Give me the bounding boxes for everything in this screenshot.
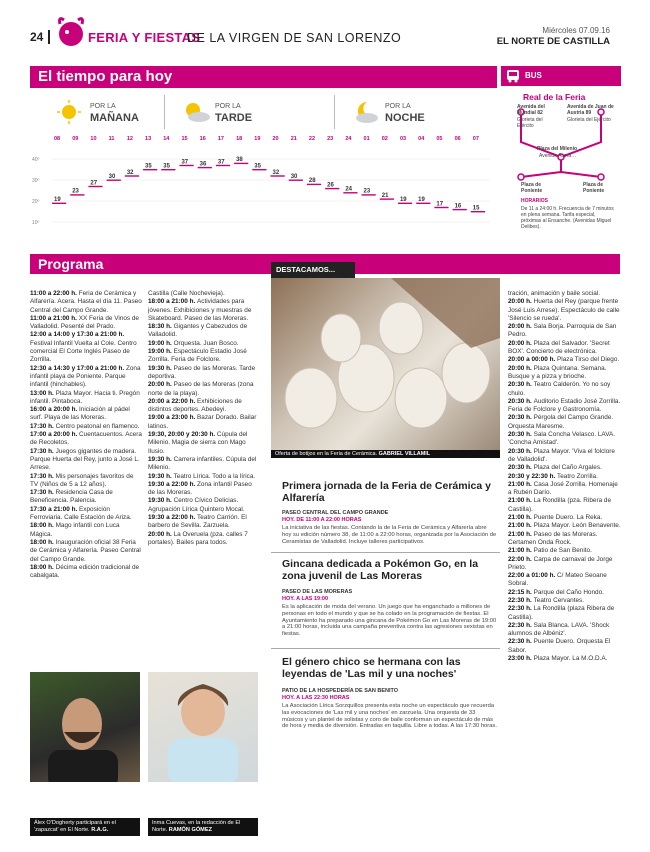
article-2-place: PASEO DE LAS MORERAS [282, 589, 353, 595]
bull-logo-icon [56, 14, 86, 50]
program-column-3 [508, 290, 622, 838]
temp-value: 35 [254, 163, 261, 170]
entry-time: 17:30 a 21:00 h. [30, 505, 80, 513]
photo-credit: R.A.G. [91, 826, 109, 833]
program-entry [148, 514, 260, 531]
temp-value: 32 [272, 169, 280, 176]
program-entry [148, 456, 260, 473]
program-column-2 [148, 290, 260, 664]
program-entry [508, 589, 622, 597]
entry-text: Plaza Mayor. León Benavente. [533, 522, 621, 530]
program-entry [148, 290, 260, 298]
program-entry [30, 539, 142, 564]
entry-time: 20:00 h. [508, 323, 534, 331]
entry-text: Cuentacuentos. Acera de Recoletos. [30, 431, 142, 447]
entry-time: 20:30 y 22:30 h. [508, 472, 558, 480]
highlights-tag: DESTACAMOS... [276, 265, 336, 274]
bus-schedule-heading: HORARIOS [521, 198, 548, 204]
program-entry [148, 431, 260, 456]
article-3-place: PATIO DE LA HOSPEDERÍA DE SAN BENITO [282, 688, 399, 694]
hour-label: 21 [290, 136, 297, 142]
bus-schedule-note: De 11 a 24:00 h. Frecuencia de 7 minutos en plena semana. Tarifa especial, próximas al Ensanche. (Avenidas Miguel Delibes). [521, 206, 614, 230]
entry-text: Juegos gigantes de madera. Parque Huerta del Rey, junto a José L. Arrese. [30, 447, 140, 472]
article-1-time: HOY. DE 11:00 A 22:00 HORAS [282, 517, 362, 523]
entry-text: Centro peatonal en flamenco. [55, 422, 140, 430]
article-2-body: Es la aplicación de moda del verano. Un juego que ha enganchado a millones de personas en todo el mundo y que se ha colado en la programación de fiestas. El Ayuntamiento ha preparado una gincana de Pokémon Go en Las Moreras de 19:00 a 21:00 horas, incluida una campaña preventiva contra las agresiones sexistas en fiestas. [282, 604, 497, 638]
entry-text: Orquesta. Juan Bosco. [173, 339, 239, 347]
program-entry [30, 431, 142, 448]
bus-stop-mid-sub: Avenida Acera… [539, 153, 577, 159]
ceramics-photo [271, 278, 500, 450]
temp-value: 35 [145, 163, 152, 170]
entry-time: 20:00 h. [508, 364, 534, 372]
entry-time: 22:00 a 01:00 h. [508, 572, 558, 580]
temp-value: 16 [454, 203, 462, 210]
program-entry [508, 522, 622, 530]
entry-text: Paseo de las Moreras. Tarde deportiva. [148, 364, 256, 380]
entry-text: Iniciación al pádel surf. Playa de las Moreras. [30, 406, 130, 422]
entry-time: 18:00 h. [30, 563, 56, 571]
entry-text: Plaza del Caño Argales. [533, 464, 602, 472]
entry-text: Huerta del Rey (parque frente José Luis Arrese). Espectáculo de calle 'Silencio se rueda'. [508, 298, 620, 322]
entry-time: 19:30 h. [148, 472, 174, 480]
entry-time: 20:00 h. [508, 298, 534, 306]
entry-time: 19:30 h. [148, 497, 174, 505]
program-entry [148, 473, 260, 481]
temperature-chart [30, 134, 497, 230]
entry-time: 19:30 a 22:00 h. [148, 514, 198, 522]
entry-text: Puente Duero. La Reka. [533, 514, 603, 522]
article-1-title: Primera jornada de la Feria de Cerámica y Alfarería [282, 480, 491, 504]
entry-text: Puente Duero. Orquesta El Sabor. [508, 638, 611, 654]
program-entry [148, 497, 260, 514]
program-entry [30, 489, 142, 506]
entry-time: 22:15 h. [508, 588, 534, 596]
program-entry [148, 414, 260, 431]
temp-value: 37 [217, 159, 225, 166]
period-label: MAÑANA [90, 112, 139, 124]
temp-value: 30 [290, 174, 298, 180]
program-entry [148, 398, 260, 415]
program-entry [30, 390, 142, 407]
entry-time: 21:00 h. [508, 530, 534, 538]
entry-time: 20:30 h. [508, 447, 534, 455]
temp-value: 28 [308, 178, 316, 185]
entry-time: 20:00 a 00:00 h. [508, 356, 558, 364]
bus-stop-1-sub: Glorieta del Ejército [517, 117, 543, 129]
entry-text: Carpa de carnaval de Jorge Prieto. [508, 555, 613, 571]
program-entry [508, 340, 622, 357]
temp-value: 19 [418, 197, 425, 204]
entry-text: Teatro Zorrilla. [557, 472, 598, 480]
divider [271, 552, 500, 553]
caption-text: Oferta de botijos en la Feria de Cerámica. [275, 451, 378, 457]
entry-time: 20:30 h. [508, 464, 534, 472]
entry-text: Teatro Lírica. Todo a la lírica. [173, 472, 256, 480]
hour-label: 16 [199, 136, 206, 142]
program-entry [508, 398, 622, 415]
hour-label: 05 [436, 136, 443, 142]
program-entry [508, 365, 622, 382]
program-entry [148, 323, 260, 340]
program-entry [508, 531, 622, 548]
article-1-body: La iniciativa de las fiestas. Contando la de la Feria de Cerámica y Alfarería abre hoy su edición número 38, de 11:00 a 22:00 horas, organizada por la Asociación de Ceramistas de Valladolid. Incluye talleres participativos. [282, 525, 497, 545]
hour-label: 15 [181, 136, 188, 142]
entry-time: 17:30 h. [30, 447, 56, 455]
temp-value: 32 [126, 169, 134, 176]
photo-caption-2 [148, 818, 258, 836]
hour-label: 14 [163, 136, 170, 142]
entry-text: Inauguración oficial 38 Feria de Cerámica y Alfarería. Paseo Central del Campo Grande. [30, 538, 141, 563]
caption-text: Inma Cuevas, en la redacción de El Norte. [152, 820, 241, 833]
entry-text: La Rondilla (plaza Ribera de Castilla). [508, 605, 615, 621]
entry-text: Sala Borja. Parroquia de San Pedro. [508, 323, 617, 339]
entry-text: Paseo de las Moreras. Certamen Onda Rock. [508, 530, 598, 546]
entry-time: 20:30 h. [508, 431, 534, 439]
program-entry [508, 556, 622, 573]
entry-time: 19:30 h. [148, 364, 174, 372]
entry-text: Pérgola del Campo Grande. Orquesta Maresme. [508, 414, 614, 430]
scale-label: 40º [32, 157, 40, 163]
hour-label: 01 [363, 136, 370, 142]
entry-time: 17:30 h. [30, 422, 56, 430]
entry-time: 16:00 a 20:00 h. [30, 406, 80, 414]
weather-title: El tiempo para hoy [38, 68, 173, 85]
entry-time: 21:00 h. [508, 497, 534, 505]
temp-value: 15 [472, 205, 480, 212]
entry-text: Teatro Calderón. Yo no soy chulo. [508, 381, 611, 397]
bus-stop-2: Avenida de Juan de Austria 89 [567, 104, 614, 116]
entry-text: tración, animación y baile social. [508, 290, 600, 297]
temp-value: 26 [327, 182, 334, 189]
caption-text: Álex O'Dogherty participará en el 'zapazcat' en El Norte. [34, 820, 116, 833]
photo-caption [271, 450, 500, 458]
program-entry [148, 365, 260, 382]
entry-text: Auditorio Estadio José Zorrilla. Feria de Folclore y Gastronomía. [508, 397, 621, 414]
bus-end-1: Plaza de Poniente [521, 182, 543, 194]
hour-label: 23 [327, 136, 334, 142]
program-entry [508, 638, 622, 655]
entry-time: 18:00 h. [30, 538, 56, 546]
entry-time: 11:00 a 21:00 h. [30, 314, 79, 322]
photo-caption-1 [30, 818, 140, 836]
program-column-1 [30, 290, 142, 664]
hour-label: 08 [54, 136, 61, 142]
temp-value: 24 [345, 186, 353, 193]
article-1-place: PASEO CENTRAL DEL CAMPO GRANDE [282, 510, 389, 516]
entry-time: 19:00 h. [148, 339, 174, 347]
hour-label: 03 [399, 136, 407, 142]
program-entry [508, 481, 622, 498]
moon-cloud-icon [349, 99, 383, 125]
entry-text: Bazar Dorado. Bailar latinos. [148, 414, 257, 430]
entry-time: 18:00 a 21:00 h. [148, 298, 198, 306]
entry-text: Feria de Cerámica y Alfarería. Acera. Hasta el día 11. Paseo Central del Campo Grande. [30, 290, 142, 314]
period-night [334, 95, 495, 129]
entry-time: 20:30 h. [508, 414, 534, 422]
program-entry [148, 381, 260, 398]
program-entry [148, 348, 260, 365]
period-afternoon [164, 95, 334, 129]
page-number: 24 [30, 30, 44, 44]
entry-text: Paseo de las Moreras (zona norte de la playa). [148, 381, 254, 397]
entry-text: Plaza Mayor. La M.O.D.A. [533, 655, 608, 663]
entry-time: 19:00 a 23:00 h. [148, 414, 198, 422]
entry-text: Plaza del Salvador. 'Secret BOX'. Concierto de electrónica. [508, 339, 610, 356]
program-entry [30, 365, 142, 390]
section-subtitle: DE LA VIRGEN DE SAN LORENZO [187, 31, 402, 45]
entry-text: Sala Blanca. LAVA. 'Shock alumnos de Albéniz'. [508, 621, 610, 638]
period-label-small: POR LA [215, 103, 241, 110]
program-entry [508, 356, 622, 364]
temp-value: 21 [381, 192, 389, 199]
article-3-title: El género chico se hermana con las leyendas de 'Las mil y una noches' [282, 656, 461, 680]
entry-time: 22:00 h. [508, 555, 534, 563]
newspaper-name: EL NORTE DE CASTILLA [496, 36, 610, 47]
entry-text: Casa José Zorrilla. Homenaje a Rubén Darío. [508, 480, 618, 497]
entry-time: 17:00 a 20:00 h. [30, 431, 80, 439]
entry-text: Parque del Caño Hondo. [533, 588, 604, 596]
hour-label: 22 [308, 136, 316, 142]
entry-time: 22:30 h. [508, 621, 534, 629]
divider [271, 648, 500, 649]
entry-text: Centro Cívico Delicias. Agrupación Lírica Quintero Mocal. [148, 497, 245, 513]
bus-tag: BUS [525, 71, 542, 80]
program-entry [508, 605, 622, 622]
hour-label: 24 [345, 136, 352, 142]
temp-value: 17 [436, 201, 444, 208]
temp-value: 23 [72, 188, 79, 195]
entry-time: 12:30 a 14:30 y 17:00 a 21:00 h. [30, 364, 126, 372]
hour-label: 12 [126, 136, 133, 142]
entry-text: Exposición Ferroviaria. Calle Estación de Ariza. [30, 505, 132, 522]
entry-text: C/ Mateo Seoane Sobral. [508, 572, 607, 588]
program-entry [30, 448, 142, 473]
program-entry [508, 622, 622, 639]
program-entry [30, 522, 142, 539]
program-entry [148, 481, 260, 498]
hour-label: 19 [254, 136, 261, 142]
period-label-small: POR LA [90, 103, 116, 110]
hour-label: 07 [472, 136, 479, 142]
hour-label: 11 [108, 136, 115, 142]
entry-text: Plaza Tirso del Diego. [557, 356, 620, 364]
entry-time: 17:30 h. [30, 489, 56, 497]
program-entry [148, 340, 260, 348]
program-entry [30, 315, 142, 332]
entry-time: 23:00 h. [508, 655, 534, 663]
person-image [148, 672, 258, 782]
temp-value: 35 [163, 163, 170, 170]
temp-value: 30 [108, 174, 116, 180]
entry-text: Sala Concha Velasco. LAVA. 'Concha Amistad'. [508, 431, 616, 447]
program-entry [508, 473, 622, 481]
entry-text: Cúpula del Milenio. Magia de sierra con Mago Ilusio. [148, 431, 248, 455]
hour-label: 02 [381, 136, 388, 142]
entry-time: 11:00 a 22:00 h. [30, 290, 79, 297]
program-entry [508, 547, 622, 555]
weather-periods [40, 95, 495, 129]
bus-end-2: Plaza de Poniente [583, 182, 605, 194]
entry-time: 22:30 h. [508, 638, 534, 646]
entry-time: 21:00 h. [508, 480, 534, 488]
hour-label: 13 [145, 136, 152, 142]
program-entry [508, 572, 622, 589]
entry-text: Patio de San Benito. [533, 547, 592, 555]
program-entry [148, 531, 260, 548]
entry-time: 21:00 h. [508, 522, 534, 530]
period-label-small: POR LA [385, 103, 411, 110]
temp-value: 37 [181, 159, 189, 166]
entry-time: 22:30 h. [508, 596, 534, 604]
hour-label: 09 [72, 136, 79, 142]
scale-label: 30º [32, 178, 40, 184]
entry-time: 21:00 h. [508, 514, 534, 522]
photo-credit: GABRIEL VILLAMIL [378, 451, 431, 457]
program-entry [30, 564, 142, 581]
page-header [0, 0, 650, 58]
period-morning [40, 95, 164, 129]
program-entry [508, 497, 622, 514]
program-entry [30, 506, 142, 523]
program-entry [508, 298, 622, 323]
entry-text: Gigantes y Cabezudos de Valladolid. [148, 323, 248, 339]
section-title: FERIA Y FIESTAS [88, 30, 201, 45]
entry-time: 19:00 h. [148, 348, 174, 356]
entry-time: 13:00 h. [30, 389, 56, 397]
entry-text: Castilla (Calle Nochevieja). [148, 290, 225, 297]
entry-text: La Overuela (pza. calles 7 portales). Bailes para todos. [148, 530, 248, 546]
issue-date: Miércoles 07.09.16 [542, 26, 610, 35]
bus-icon [505, 68, 521, 84]
program-entry [508, 290, 622, 298]
entry-text: Mis personajes favoritos de TV (Niños de 5 a 12 años). [30, 472, 134, 488]
entry-text: Espectáculo Estadio José Zorrilla. Feria de Folclore. [148, 348, 247, 364]
entry-text: Zona infantil Paseo de las Moreras. [148, 480, 252, 497]
temp-value: 27 [90, 180, 98, 187]
article-2-title: Gincana dedicada a Pokémon Go, en la zona juvenil de Las Moreras [282, 558, 479, 582]
scale-label: 20º [32, 199, 40, 205]
entry-text: Carrera infantiles. Cúpula del Milenio. [148, 455, 257, 472]
entry-text: Mago infantil con Luca Mágica. [30, 522, 120, 538]
entry-text: Plaza Quintana. Semana. Busque y a pizza y brioche. [508, 364, 607, 380]
temp-value: 36 [199, 161, 207, 168]
program-entry [30, 473, 142, 490]
bus-route-title: Real de la Feria [523, 92, 586, 102]
hour-label: 04 [418, 136, 425, 142]
entry-text: La Rondilla (pza. Ribera de Castilla). [508, 497, 612, 513]
entry-time: 20:00 h. [508, 339, 534, 347]
temp-value: 19 [54, 197, 61, 204]
bus-stop-mid: Plaza del Milenio [537, 146, 578, 152]
sun-icon [54, 99, 84, 125]
entry-time: 20:00 a 22:00 h. [148, 397, 198, 405]
article-2-time: HOY. A LAS 19:00 [282, 596, 329, 602]
hour-label: 18 [236, 136, 243, 142]
program-entry [148, 298, 260, 323]
program-entry [508, 464, 622, 472]
article-3-time: HOY. A LAS 22:30 HORAS [282, 695, 350, 701]
period-label: TARDE [215, 112, 253, 124]
program-title: Programa [38, 256, 104, 272]
temp-value: 23 [363, 188, 371, 195]
entry-time: 20:30 h. [508, 397, 534, 405]
hour-label: 10 [90, 136, 97, 142]
entry-time: 20:30 h. [508, 381, 534, 389]
program-entry [508, 381, 622, 398]
entry-time: 12:00 a 14:00 y 17:30 a 21:00 h. [30, 331, 125, 339]
hour-label: 20 [272, 136, 279, 142]
entry-time: 19:30 h. [148, 455, 174, 463]
entry-time: 20:00 h. [148, 381, 174, 389]
bus-panel [501, 62, 621, 238]
entry-text: Plaza Mayor. Hacia ti. Pregón infantil. Pintaboca. [30, 389, 140, 405]
entry-time: 17:30 h. [30, 472, 56, 480]
entry-time: 21:00 h. [508, 547, 534, 555]
entry-text: Festival Infantil Vuelta al Cole. Centro comercial El Corte Inglés Paseo de Zorrilla. [30, 339, 137, 364]
entry-text: Residencia Casa de Beneficencia. Palencia. [30, 489, 113, 505]
program-entry [508, 414, 622, 431]
entry-time: 18:30 h. [148, 323, 174, 331]
article-3-body: La Asociación Lírica Sorzquillos presenta esta noche un espectáculo que recuerda las evocaciones de 'Las mil y una noches' en zarzuela. Una orquesta de 33 músicos y un plantel de solistas y coro de baile conforman un espectáculo de más de hora y media de diversión. Entradas en taquilla. Libre a todas. A las 17:30 horas. [282, 703, 497, 730]
period-label: NOCHE [385, 112, 425, 124]
program-entry [30, 331, 142, 364]
entry-time: 19:30 a 22:00 h. [148, 480, 198, 488]
odogherty-photo [30, 672, 140, 782]
hour-label: 17 [217, 136, 224, 142]
program-entry [30, 290, 142, 315]
entry-text: Exhibiciones de distintos deportes. Abedeyi. [148, 397, 242, 414]
program-entry [508, 655, 622, 663]
entry-text: Actividades para jóvenes. Exhibiciones y muestras de Skateboard. Paseo de las Moreras. [148, 298, 252, 322]
program-entry [508, 431, 622, 448]
entry-text: Zona infantil playa de Poniente. Parque infantil (hinchables). [30, 364, 141, 389]
bus-stop-1: Avenida del Mundial 82 [517, 104, 545, 116]
entry-time: 18:00 h. [30, 522, 56, 530]
entry-time: 20:00 h. [148, 530, 174, 538]
program-entry [508, 597, 622, 605]
program-entry [508, 448, 622, 465]
divider [48, 30, 50, 44]
entry-text: Teatro Cervantes. [533, 596, 585, 604]
temp-value: 38 [236, 157, 243, 164]
person-image [30, 672, 140, 782]
program-entry [508, 323, 622, 340]
program-entry [30, 423, 142, 431]
ceramics-image [271, 278, 500, 450]
entry-text: Décima edición tradicional de cabalgata. [30, 563, 140, 580]
program-entry [508, 514, 622, 522]
sun-cloud-icon [179, 99, 213, 125]
cuevas-photo [148, 672, 258, 782]
entry-text: XX Feria de Vinos de Valladolid. Pesenté del Prado. [30, 314, 139, 331]
photo-credit: RAMÓN GÓMEZ [168, 826, 212, 833]
bus-stop-2-sub: Glorieta del Ejército [567, 117, 611, 123]
temp-value: 19 [399, 197, 407, 204]
scale-label: 10º [32, 220, 40, 226]
entry-text: Teatro Carrión. El barbero de Sevilla. Zarzuela. [148, 514, 247, 530]
program-entry [30, 406, 142, 423]
entry-time: 19:30, 20:00 y 20:30 h. [148, 431, 217, 439]
entry-time: 22:30 h. [508, 605, 534, 613]
entry-text: Plaza Mayor. 'Viva el folclore de Valladolid'. [508, 447, 615, 463]
hour-label: 06 [454, 136, 461, 142]
